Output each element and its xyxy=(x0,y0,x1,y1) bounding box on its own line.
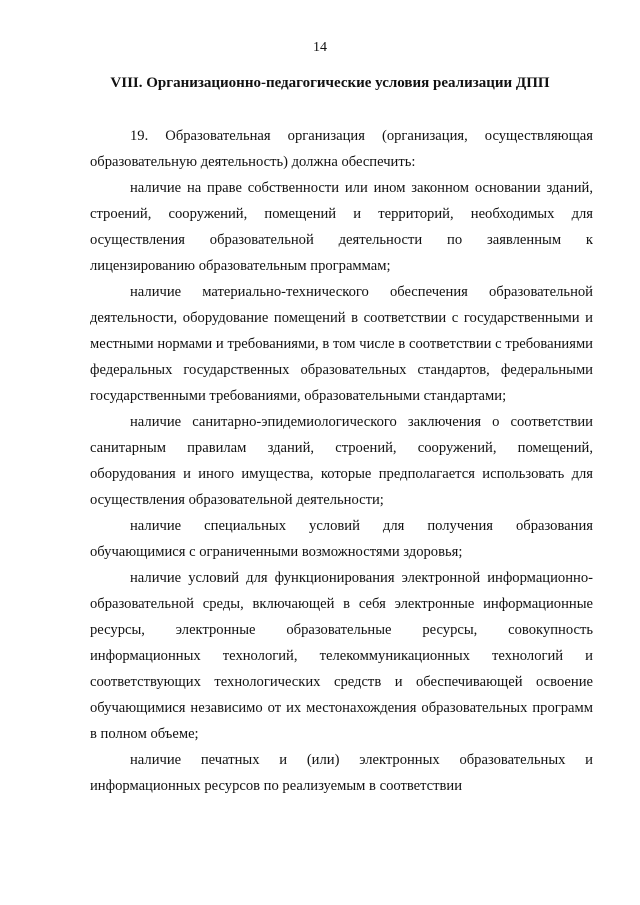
paragraph-printed-resources: наличие печатных и (или) электронных образовательных и информационных ресурсов по реализуемым в соответствии xyxy=(90,752,593,794)
paragraph-special-conditions: наличие специальных условий для получения образования обучающимися с ограниченными возможностями здоровья; xyxy=(90,518,593,560)
paragraph-buildings: наличие на праве собственности или ином законном основании зданий, строений, сооружений, помещений и территорий, необходимых для осуществления образовательной деятельности по заявленным к лицензированию образовательным программам; xyxy=(90,180,593,274)
body-text xyxy=(90,123,593,799)
paragraph-electronic-environment: наличие условий для функционирования электронной информационно-образовательной среды, включающей в себя электронные информационные ресурсы, электронные образовательные ресурсы, совокупность информационных технологий, телекоммуникационных технологий и соответствующих технологических средств и обеспечивающей освоение обучающимися независимо от их местонахождения образовательных программ в полном объеме; xyxy=(90,570,593,742)
section-title: VIII. Организационно-педагогические условия реализации ДПП xyxy=(110,75,550,91)
paragraph-sanitary: наличие санитарно-эпидемиологического заключения о соответствии санитарным правилам зданий, строений, сооружений, помещений, оборудования и иного имущества, которые предполагается использовать для осуществления образовательной деятельности; xyxy=(90,414,593,508)
paragraph-19-intro: 19. Образовательная организация (организация, осуществляющая образовательную деятельность) должна обеспечить: xyxy=(90,128,593,170)
page-number: 14 xyxy=(313,40,327,55)
paragraph-material-support: наличие материально-технического обеспечения образовательной деятельности, оборудование помещений в соответствии с государственными и местными нормами и требованиями, в том числе в соответствии с требованиями федеральных государственных образовательных стандартов, федеральными государственными требованиями, образовательными стандартами; xyxy=(90,284,593,404)
